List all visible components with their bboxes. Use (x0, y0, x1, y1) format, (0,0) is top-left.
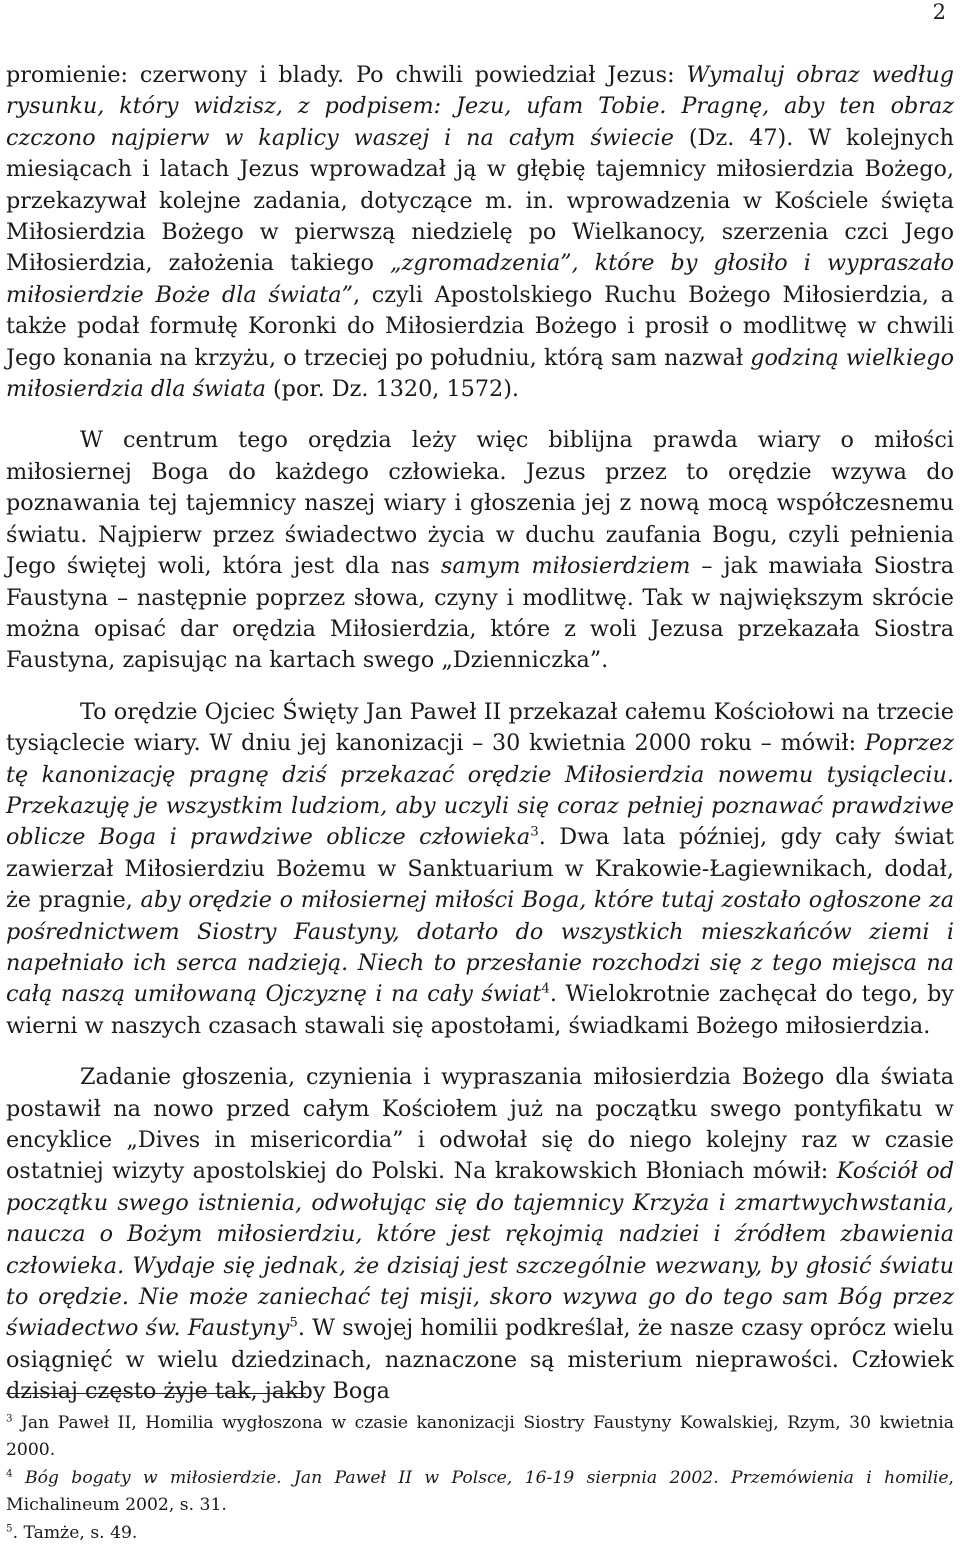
italic-text: Wymaluj obraz według rysunku, który widzisz, z podpisem: Jezu, ufam Tobie. Pragnę, aby ten obraz czczono najpierw w kaplicy waszej i na całym świecie (6, 62, 954, 151)
body-text (6, 60, 954, 1428)
text-run: To orędzie Ojciec Święty Jan Paweł II przekazał całemu Kościołowi na trzecie tysiąclecie wiary. W dniu jej kanonizacji – 30 kwietnia 2000 roku – mówił: (6, 698, 954, 757)
footnote-number: 4 (6, 1467, 13, 1480)
footnote-reference: 4 (541, 981, 550, 997)
text-run: Zadanie głoszenia, czynienia i wypraszania miłosierdzia Bożego dla świata postawił na nowo przed całym Kościołem już na początku swego pontyfikatu w encyklice „Dives in misericordia” i odwołał się do niego kolejny raz w czasie ostatniej wizyty apostolskiej do Polski. Na krakowskich Błoniach mówił: (6, 1064, 954, 1185)
text-run: . Dwa lata później, gdy cały świat zawierzał Miłosierdziu Bożemu w Sanktuarium w Krakowie-Łagiewnikach, dodał, że pragnie, (6, 824, 954, 914)
italic-text: samym miłosierdziem (440, 553, 691, 580)
footnote (6, 1465, 954, 1518)
italic-text: aby orędzie o miłosiernej miłości Boga, które tutaj zostało ogłoszone za pośrednictwem Siostry Faustyny, dotarło do wszystkich mieszkańców ziemi i napełniało ich serca nadzieją. Niech to przesłanie rozchodzi się z tego miejsca na całą naszą umiłowaną Ojczyznę i na cały świat (6, 887, 954, 1008)
text-run: , czyli Apostolskiego Ruchu Bożego Miłosierdzia, a także podał formułę Koronki do Miłosierdzia Bożego i prosił o modlitwę w chwili Jego konania na krzyżu, o trzeciej po południu, którą sam nazwał (6, 281, 954, 371)
footnotes (6, 1410, 954, 1549)
paragraph (6, 697, 954, 1042)
footnote-reference: 5 (289, 1316, 298, 1332)
text-run: , Michalineum 2002, s. 31. (6, 1468, 954, 1515)
italic-text: „zgromadzenia”, które by głosiło i wypraszało miłosierdzie Boże dla świata” (6, 250, 954, 308)
footnote-number: 3 (6, 1412, 13, 1425)
text-run: Jan Paweł II, Homilia wygłoszona w czasie kanonizacji Siostry Faustyny Kowalskiej, Rzym, 30 kwietnia 2000. (6, 1413, 954, 1460)
italic-text: godziną wielkiego miłosierdzia dla świata (6, 344, 954, 403)
footnote (6, 1520, 954, 1547)
text-run: . W swojej homilii podkreślał, że nasze czasy oprócz wielu osiągnięć w wielu dziedzinach, naznaczone są misterium nieprawości. Człowiek dzisiaj często żyje tak, jakby Boga (6, 1315, 954, 1405)
paragraph (6, 1062, 954, 1407)
italic-text: Bóg bogaty w miłosierdzie. Jan Paweł II w Polsce, 16-19 sierpnia 2002. Przemówienia i homilie (24, 1468, 949, 1488)
text-run: . Tamże, s. 49. (12, 1523, 138, 1543)
text-run: W centrum tego orędzia leży więc biblijna prawda wiary o miłości miłosiernej Boga do każdego człowieka. Jezus przez to orędzie wzywa do poznawania tej tajemnicy naszej wiary i głoszenia jej z nową mocą współczesnemu światu. Najpierw przez świadectwo życia w duchu zaufania Bogu, czyli pełnienia Jego świętej woli, która jest dla nas (6, 427, 954, 580)
page-number: 2 (932, 0, 946, 24)
footnote-reference: 3 (530, 824, 539, 840)
text-run: – jak mawiała Siostra Faustyna – następnie poprzez słowa, czyny i modlitwę. Tak w największym skrócie można opisać dar orędzia Miłosierdzia, które z woli Jezusa przekazała Siostra Faustyna, zapisując na kartach swego „Dzienniczka”. (6, 553, 954, 674)
text-run: (Dz. 47). W kolejnych miesiącach i latach Jezus wprowadzał ją w głębię tajemnicy miłosierdzia Bożego, przekazywał kolejne zadania, dotyczące m. in. wprowadzenia w Kościele święta Miłosierdzia Bożego w pierwszą niedzielę po Wielkanocy, szerzenia czci Jego Miłosierdzia, założenia takiego (6, 124, 954, 277)
paragraph (6, 425, 954, 676)
footnote (6, 1410, 954, 1463)
italic-text: Kościół od początku swego istnienia, odwołując się do tajemnicy Krzyża i zmartwychwstania, naucza o Bożym miłosierdziu, które jest rękojmią nadziei i źródłem zbawienia człowieka. Wydaje się jednak, że dzisiaj jest szczególnie wezwany, by głosić światu to orędzie. Nie może zaniechać tej misji, skoro wzywa go do tego sam Bóg przez świadectwo św. Faustyny (6, 1158, 954, 1342)
paragraph (6, 60, 954, 405)
footnote-number: 5 (6, 1522, 13, 1535)
italic-text: Poprzez tę kanonizację pragnę dziś przekazać orędzie Miłosierdzia nowemu tysiącleciu. Przekazuję je wszystkim ludziom, aby uczyli się coraz pełniej poznawać prawdziwe oblicze Boga i prawdziwe oblicze człowieka (6, 730, 954, 851)
footnote-separator (6, 1393, 306, 1394)
text-run: (por. Dz. 1320, 1572). (265, 376, 520, 403)
text-run: . Wielokrotnie zachęcał do tego, by wierni w naszych czasach stawali się apostołami, świadkami Bożego miłosierdzia. (6, 981, 954, 1039)
text-run: promienie: czerwony i blady. Po chwili powiedział Jezus: (6, 62, 687, 88)
text-run (13, 1468, 25, 1488)
